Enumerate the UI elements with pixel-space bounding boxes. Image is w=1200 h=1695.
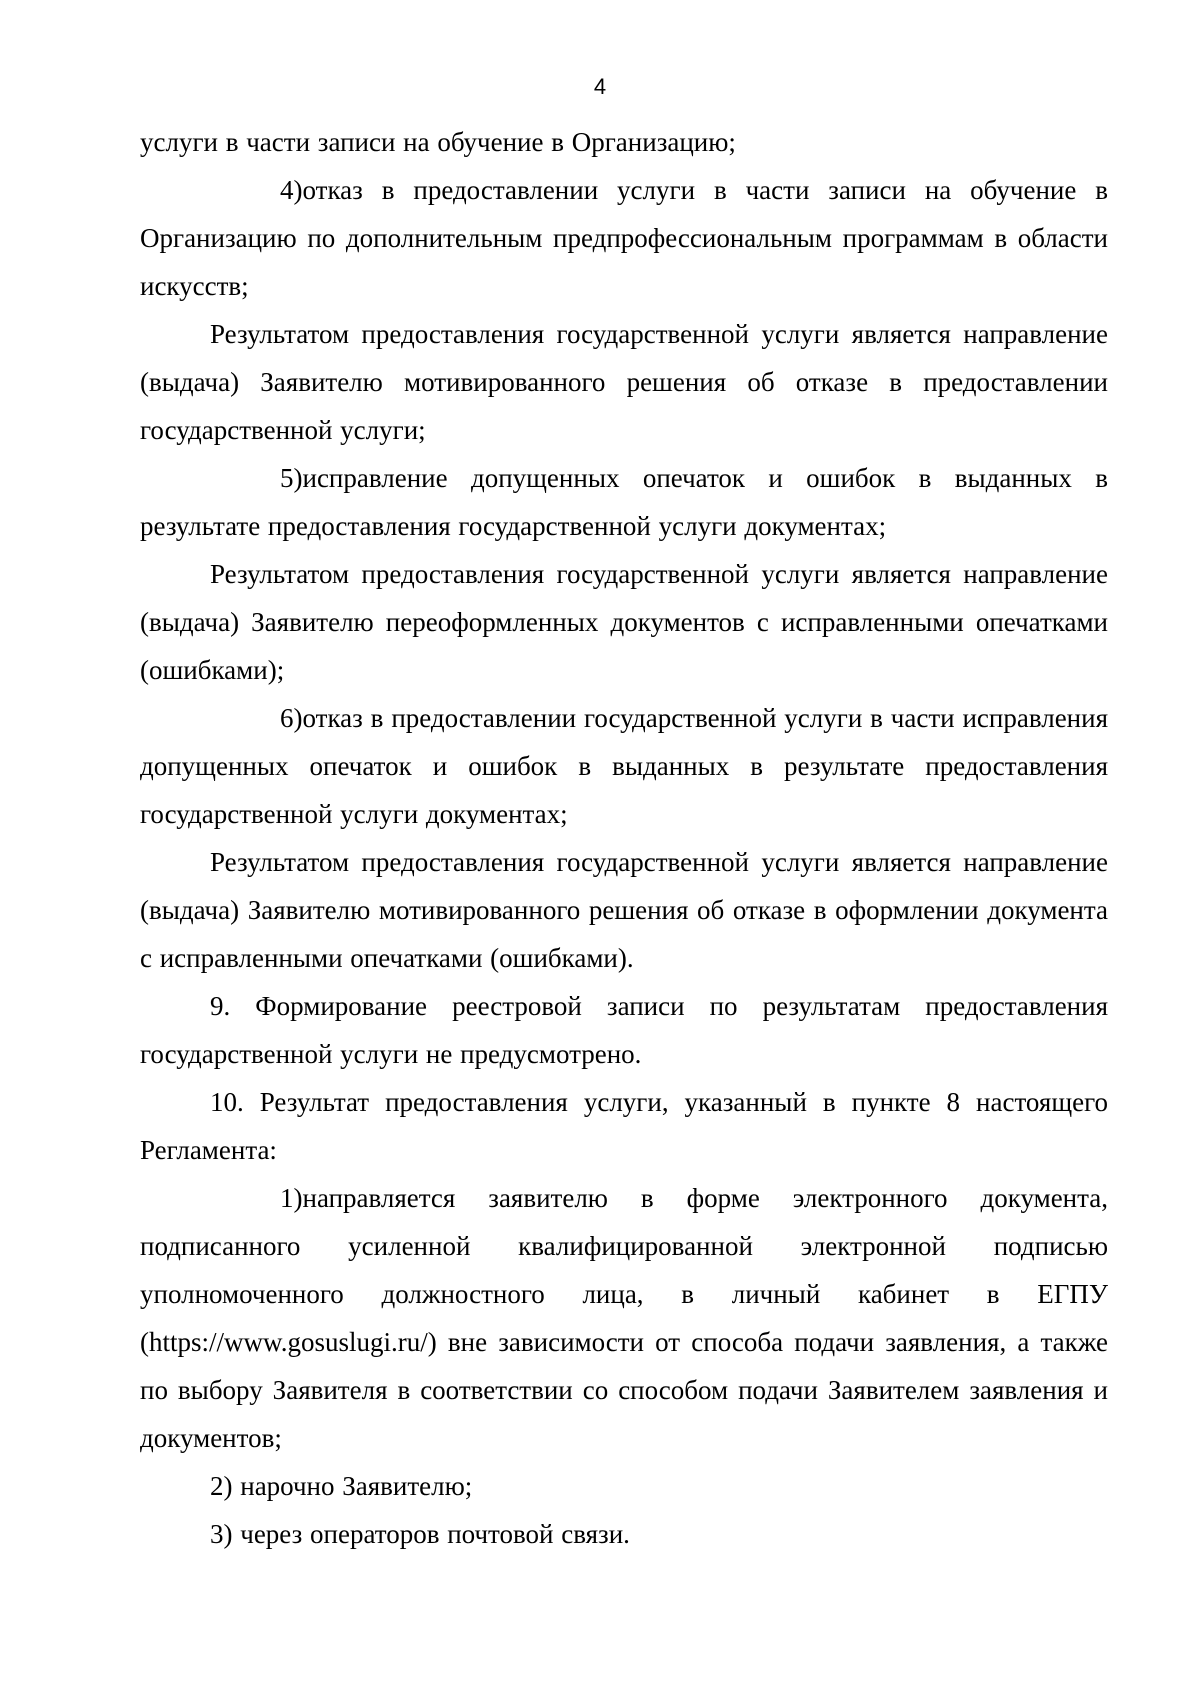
list-item-2 (140, 1462, 1108, 1510)
paragraph-text: 10. Результат предоставления услуги, указанный в пункте 8 настоящего Регламента: (140, 1087, 1108, 1165)
paragraph-text: Результатом предоставления государственной услуги является направление (выдача) Заявителю мотивированного решения об отказе в оформлении документа с исправленными опечатками (ошибками). (140, 847, 1108, 973)
paragraph (140, 310, 1108, 454)
list-item-6 (140, 694, 1108, 838)
list-item-4 (140, 166, 1108, 310)
list-marker: 1) (280, 1183, 303, 1213)
paragraph-text: 2) нарочно Заявителю; (210, 1471, 473, 1501)
list-item-3 (140, 1510, 1108, 1558)
paragraph-section-10 (140, 1078, 1108, 1174)
page-number: 4 (593, 74, 607, 99)
list-marker: 5) (280, 463, 303, 493)
list-item-1 (140, 1174, 1108, 1462)
list-item-5 (140, 454, 1108, 550)
paragraph (140, 550, 1108, 694)
paragraph-text: направляется заявителю в форме электронного документа, подписанного усиленной квалифицированной электронной подписью уполномоченного должностного лица, в личный кабинет в ЕГПУ (https://www.gosuslugi.ru/) вне зависимости от способа подачи заявления, а также по выбору Заявителя в соответствии со способом подачи Заявителем заявления и документов; (140, 1183, 1108, 1453)
paragraph-text: отказ в предоставлении государственной услуги в части исправления допущенных опечаток и ошибок в выданных в результате предоставления государственной услуги документах; (140, 703, 1108, 829)
paragraph-text: исправление допущенных опечаток и ошибок в выданных в результате предоставления государственной услуги документах; (140, 463, 1108, 541)
paragraph-text: Результатом предоставления государственной услуги является направление (выдача) Заявителю мотивированного решения об отказе в предоставлении государственной услуги; (140, 319, 1108, 445)
paragraph-text: услуги в части записи на обучение в Организацию; (140, 127, 736, 157)
paragraph-section-9 (140, 982, 1108, 1078)
list-marker: 4) (280, 175, 303, 205)
paragraph (140, 838, 1108, 982)
paragraph (140, 118, 1108, 166)
paragraph-text: 9. Формирование реестровой записи по результатам предоставления государственной услуги не предусмотрено. (140, 991, 1108, 1069)
document-body (140, 118, 1108, 1558)
paragraph-text: Результатом предоставления государственной услуги является направление (выдача) Заявителю переоформленных документов с исправленными опечатками (ошибками); (140, 559, 1108, 685)
list-marker: 6) (280, 703, 303, 733)
paragraph-text: отказ в предоставлении услуги в части записи на обучение в Организацию по дополнительным предпрофессиональным программам в области искусств; (140, 175, 1108, 301)
paragraph-text: 3) через операторов почтовой связи. (210, 1519, 630, 1549)
